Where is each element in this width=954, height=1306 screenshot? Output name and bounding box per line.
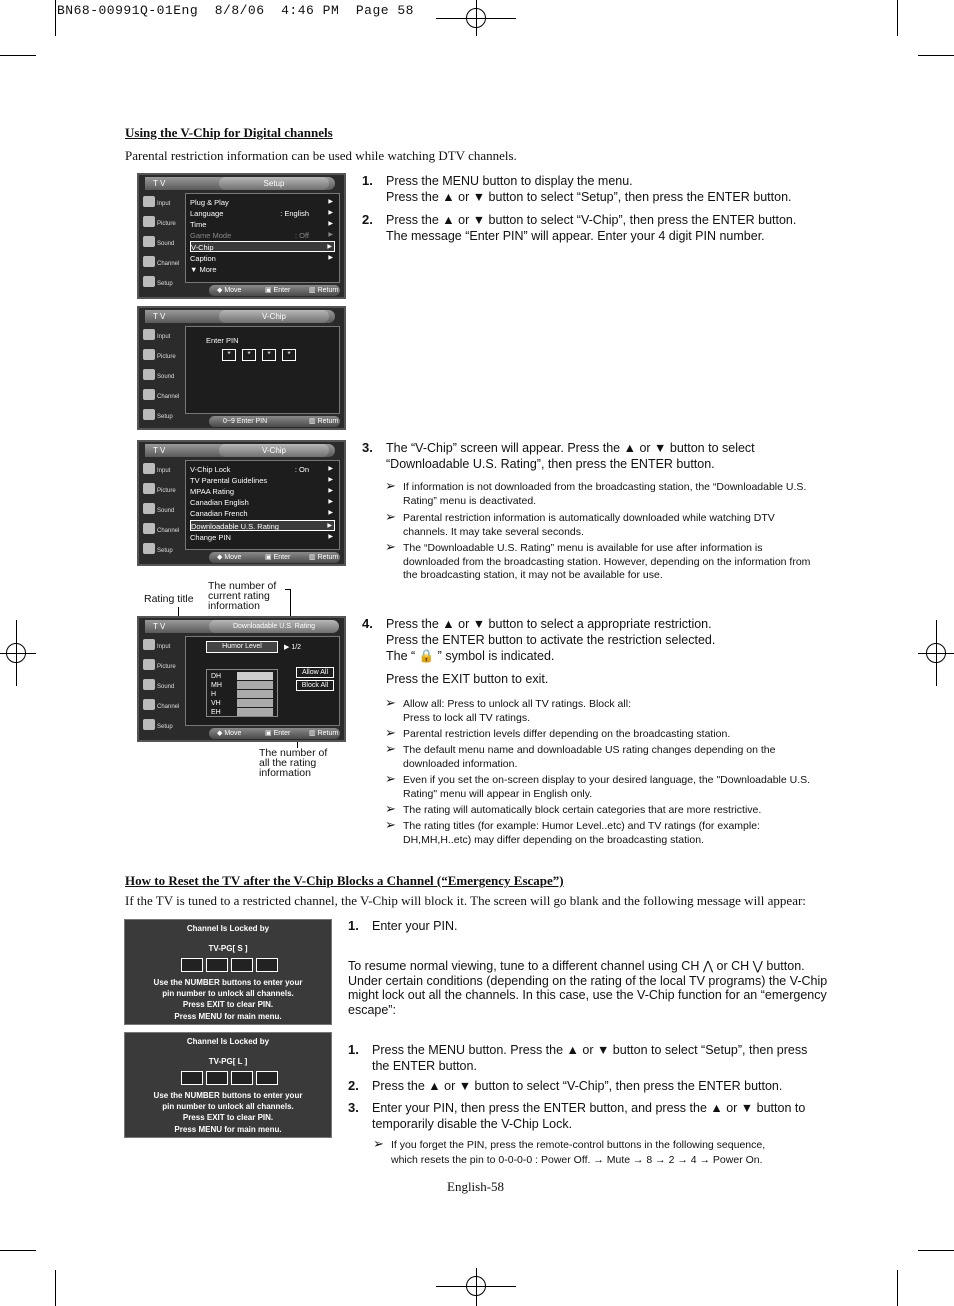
- setup-icon: [143, 276, 155, 287]
- menu-item: Caption ▶: [190, 254, 333, 263]
- input-icon: [143, 639, 155, 650]
- osd-setup-screen: [137, 173, 346, 299]
- step-3: 3. Enter your PIN, then press the ENTER button, and press the ▲ or ▼ button to temporarily disable the V-Chip Lock.: [348, 1100, 806, 1131]
- osd-footer: ◆ Move ▣ Enter ▥ Return: [209, 728, 340, 739]
- step-2: 2. Press the ▲ or ▼ button to select “V-Chip”, then press the ENTER button. The message “Enter PIN” will appear. Enter your 4 digit PIN number.: [362, 212, 797, 243]
- step-2: 2. Press the ▲ or ▼ button to select “V-Chip”, then press the ENTER button.: [348, 1078, 783, 1093]
- registration-line: [0, 653, 36, 654]
- picture-icon: [143, 216, 155, 227]
- step-enter-pin: 1. Enter your PIN.: [348, 918, 458, 933]
- osd-footer: 0~9 Enter PIN ▥ Return: [209, 416, 340, 427]
- lock-icon: [237, 672, 273, 680]
- menu-item-selected: Downloadable U.S. Rating ▶: [190, 520, 335, 531]
- channel-icon: [143, 699, 155, 710]
- osd-downloadable-screen: [137, 616, 346, 742]
- note: ➢ Parental restriction levels differ depending on the broadcasting station.: [385, 725, 731, 740]
- locked-message-screen: Channel Is Locked by TV-PG[ L ] Use the NUMBER buttons to enter your pin number to unlock all channels. Press EXIT to clear PIN. Press MENU for main menu.: [124, 1032, 332, 1138]
- menu-item: Canadian French ▶: [190, 509, 333, 518]
- note: ➢ The “Downloadable U.S. Rating” menu is available for use after information is downloaded from the broadcasting station. However, depending on the information from the broadcasting station, it may not be available for use.: [385, 539, 811, 581]
- osd-tv-tab: T V: [145, 444, 335, 457]
- osd-rating-panel: [185, 636, 340, 726]
- emergency-paragraph: To resume normal viewing, tune to a different channel using CH ⋀ or CH ⋁ button. Under certain conditions (depending on the rating of the local TV programs) the V-Chip might lock out all the channels. In this case, use the V-Chip function for an “emergency escape”:: [348, 959, 828, 1017]
- note: ➢ If information is not downloaded from the broadcasting station, the “Downloadable U.S. Rating” menu is deactivated.: [385, 478, 807, 507]
- osd-menu-panel: [185, 193, 340, 283]
- osd-menu-panel: [185, 460, 340, 550]
- pin-box: [206, 1071, 228, 1085]
- menu-item: Change PIN ▶: [190, 533, 333, 542]
- crop-mark: [918, 55, 954, 56]
- pin-box: [206, 958, 228, 972]
- callout-all-rating: The number of all the rating information: [259, 747, 328, 779]
- picture-icon: [143, 659, 155, 670]
- channel-icon: [143, 389, 155, 400]
- osd-vchip-screen: [137, 440, 346, 566]
- note: ➢ The rating titles (for example: Humor Level..etc) and TV ratings (for example: DH,MH,H..etc) may differ depending on the broadcasting station.: [385, 817, 760, 846]
- crop-mark: [0, 55, 36, 56]
- section-title: Using the V-Chip for Digital channels: [125, 125, 333, 140]
- block-all-button[interactable]: Block All: [296, 680, 334, 691]
- pin-box: [256, 1071, 278, 1085]
- crop-mark: [897, 0, 898, 36]
- note: ➢ Parental restriction information is automatically downloaded while watching DTV channels. It may take several seconds.: [385, 509, 775, 538]
- section-intro: Parental restriction information can be used while watching DTV channels.: [125, 148, 517, 163]
- menu-item: Canadian English ▶: [190, 498, 333, 507]
- rating-list: DH MH H VH EH: [206, 669, 278, 717]
- osd-sidebar: Input Picture Sound Channel Setup: [139, 636, 183, 726]
- menu-item: MPAA Rating ▶: [190, 487, 333, 496]
- step-3: 3. The “V-Chip” screen will appear. Press the ▲ or ▼ button to select “Downloadable U.S. Rating”, then press the ENTER button.: [362, 440, 755, 471]
- note: ➢ The rating will automatically block certain categories that are more restrictive.: [385, 801, 762, 816]
- osd-pin-screen: [137, 306, 346, 430]
- menu-item: ▼ More: [190, 265, 217, 274]
- input-icon: [143, 329, 155, 340]
- menu-item: Plug & Play ▶: [190, 198, 333, 207]
- crop-mark: [55, 0, 56, 36]
- pin-box: [231, 958, 253, 972]
- osd-title: V-Chip: [219, 444, 329, 457]
- picture-icon: [143, 483, 155, 494]
- locked-message-screen: Channel Is Locked by TV-PG[ S ] Use the NUMBER buttons to enter your pin number to unlock all channels. Press EXIT to clear PIN. Press MENU for main menu.: [124, 919, 332, 1025]
- pin-label: Enter PIN: [206, 336, 239, 345]
- note: ➢ Even if you set the on-screen display to your desired language, the "Downloadable U.S. Rating" menu will appear in English only.: [385, 771, 811, 800]
- pin-box: [181, 958, 203, 972]
- crop-mark: [918, 1250, 954, 1251]
- setup-icon: [143, 719, 155, 730]
- input-icon: [143, 196, 155, 207]
- osd-footer: ◆ Move ▣ Enter ▥ Return: [209, 285, 340, 296]
- setup-icon: [143, 409, 155, 420]
- menu-item-selected: V-Chip ▶: [190, 241, 335, 252]
- crop-mark: [0, 1250, 36, 1251]
- note: ➢ Allow all: Press to unlock all TV ratings. Block all: Press to lock all TV ratings.: [385, 695, 631, 724]
- print-slug: BN68-00991Q-01Eng 8/8/06 4:46 PM Page 58: [57, 3, 414, 18]
- registration-line: [476, 1268, 477, 1306]
- menu-item: Language : English ▶: [190, 209, 333, 218]
- input-icon: [143, 463, 155, 474]
- channel-icon: [143, 523, 155, 534]
- pin-box: [256, 958, 278, 972]
- osd-title: Downloadable U.S. Rating: [209, 620, 339, 633]
- osd-title: Setup: [219, 177, 329, 190]
- menu-item: Time ▶: [190, 220, 333, 229]
- osd-footer: ◆ Move ▣ Enter ▥ Return: [209, 552, 340, 563]
- note: ➢ If you forget the PIN, press the remote-control buttons in the following sequence, which resets the pin to 0-0-0-0 : Power Off. → Mute → 8 → 2 → 4 → Power On.: [373, 1136, 766, 1166]
- osd-sidebar: Input Picture Sound Channel Setup: [139, 326, 183, 414]
- osd-tv-tab: T V: [145, 177, 335, 190]
- step-1: 1. Press the MENU button. Press the ▲ or ▼ button to select “Setup”, then press the ENTER button.: [348, 1042, 808, 1073]
- sound-icon: [143, 369, 155, 380]
- osd-sidebar: Input Picture Sound Channel Setup: [139, 193, 183, 283]
- pin-digit: *: [282, 349, 296, 361]
- allow-all-button[interactable]: Allow All: [296, 667, 334, 678]
- pin-digit: *: [222, 349, 236, 361]
- sound-icon: [143, 236, 155, 247]
- picture-icon: [143, 349, 155, 360]
- registration-line: [936, 620, 937, 686]
- osd-sidebar: Input Picture Sound Channel Setup: [139, 460, 183, 550]
- page-number: English-58: [447, 1179, 505, 1194]
- registration-line: [16, 620, 17, 686]
- section-title: How to Reset the TV after the V-Chip Blocks a Channel (“Emergency Escape”): [125, 873, 564, 888]
- note: ➢ The default menu name and downloadable US rating changes depending on the downloaded information.: [385, 741, 776, 770]
- pin-box: [181, 1071, 203, 1085]
- sound-icon: [143, 503, 155, 514]
- osd-tv-tab: T V: [145, 620, 335, 633]
- step-1: 1. Press the MENU button to display the menu. Press the ▲ or ▼ button to select “Setup”, then press the ENTER button.: [362, 173, 792, 204]
- callout-current-rating: The number of current rating information: [208, 580, 277, 612]
- setup-icon: [143, 543, 155, 554]
- pin-box: [231, 1071, 253, 1085]
- rating-level-title: Humor Level: [206, 641, 278, 653]
- osd-tv-tab: T V: [145, 310, 335, 323]
- menu-item: V-Chip Lock : On ▶: [190, 465, 333, 474]
- registration-line: [476, 0, 477, 36]
- rating-page: ▶ 1/2: [284, 644, 302, 651]
- sound-icon: [143, 679, 155, 690]
- crop-mark: [897, 1270, 898, 1306]
- menu-item: TV Parental Guidelines ▶: [190, 476, 333, 485]
- crop-mark: [55, 1270, 56, 1306]
- osd-pin-panel: [185, 326, 340, 414]
- pin-digit: *: [262, 349, 276, 361]
- menu-item: Game Mode : Off ▶: [190, 231, 333, 240]
- callout-rating-title: Rating title: [144, 593, 194, 605]
- section-intro: If the TV is tuned to a restricted channel, the V-Chip will block it. The screen will go blank and the following message will appear:: [125, 893, 806, 908]
- step-4: 4. Press the ▲ or ▼ button to select a appropriate restriction. Press the ENTER button to activate the restriction selected. The “ 🔒 ” symbol is indicated. Press the EXIT button to exit.: [362, 616, 716, 686]
- channel-icon: [143, 256, 155, 267]
- pin-digit: *: [242, 349, 256, 361]
- osd-title: V-Chip: [219, 310, 329, 323]
